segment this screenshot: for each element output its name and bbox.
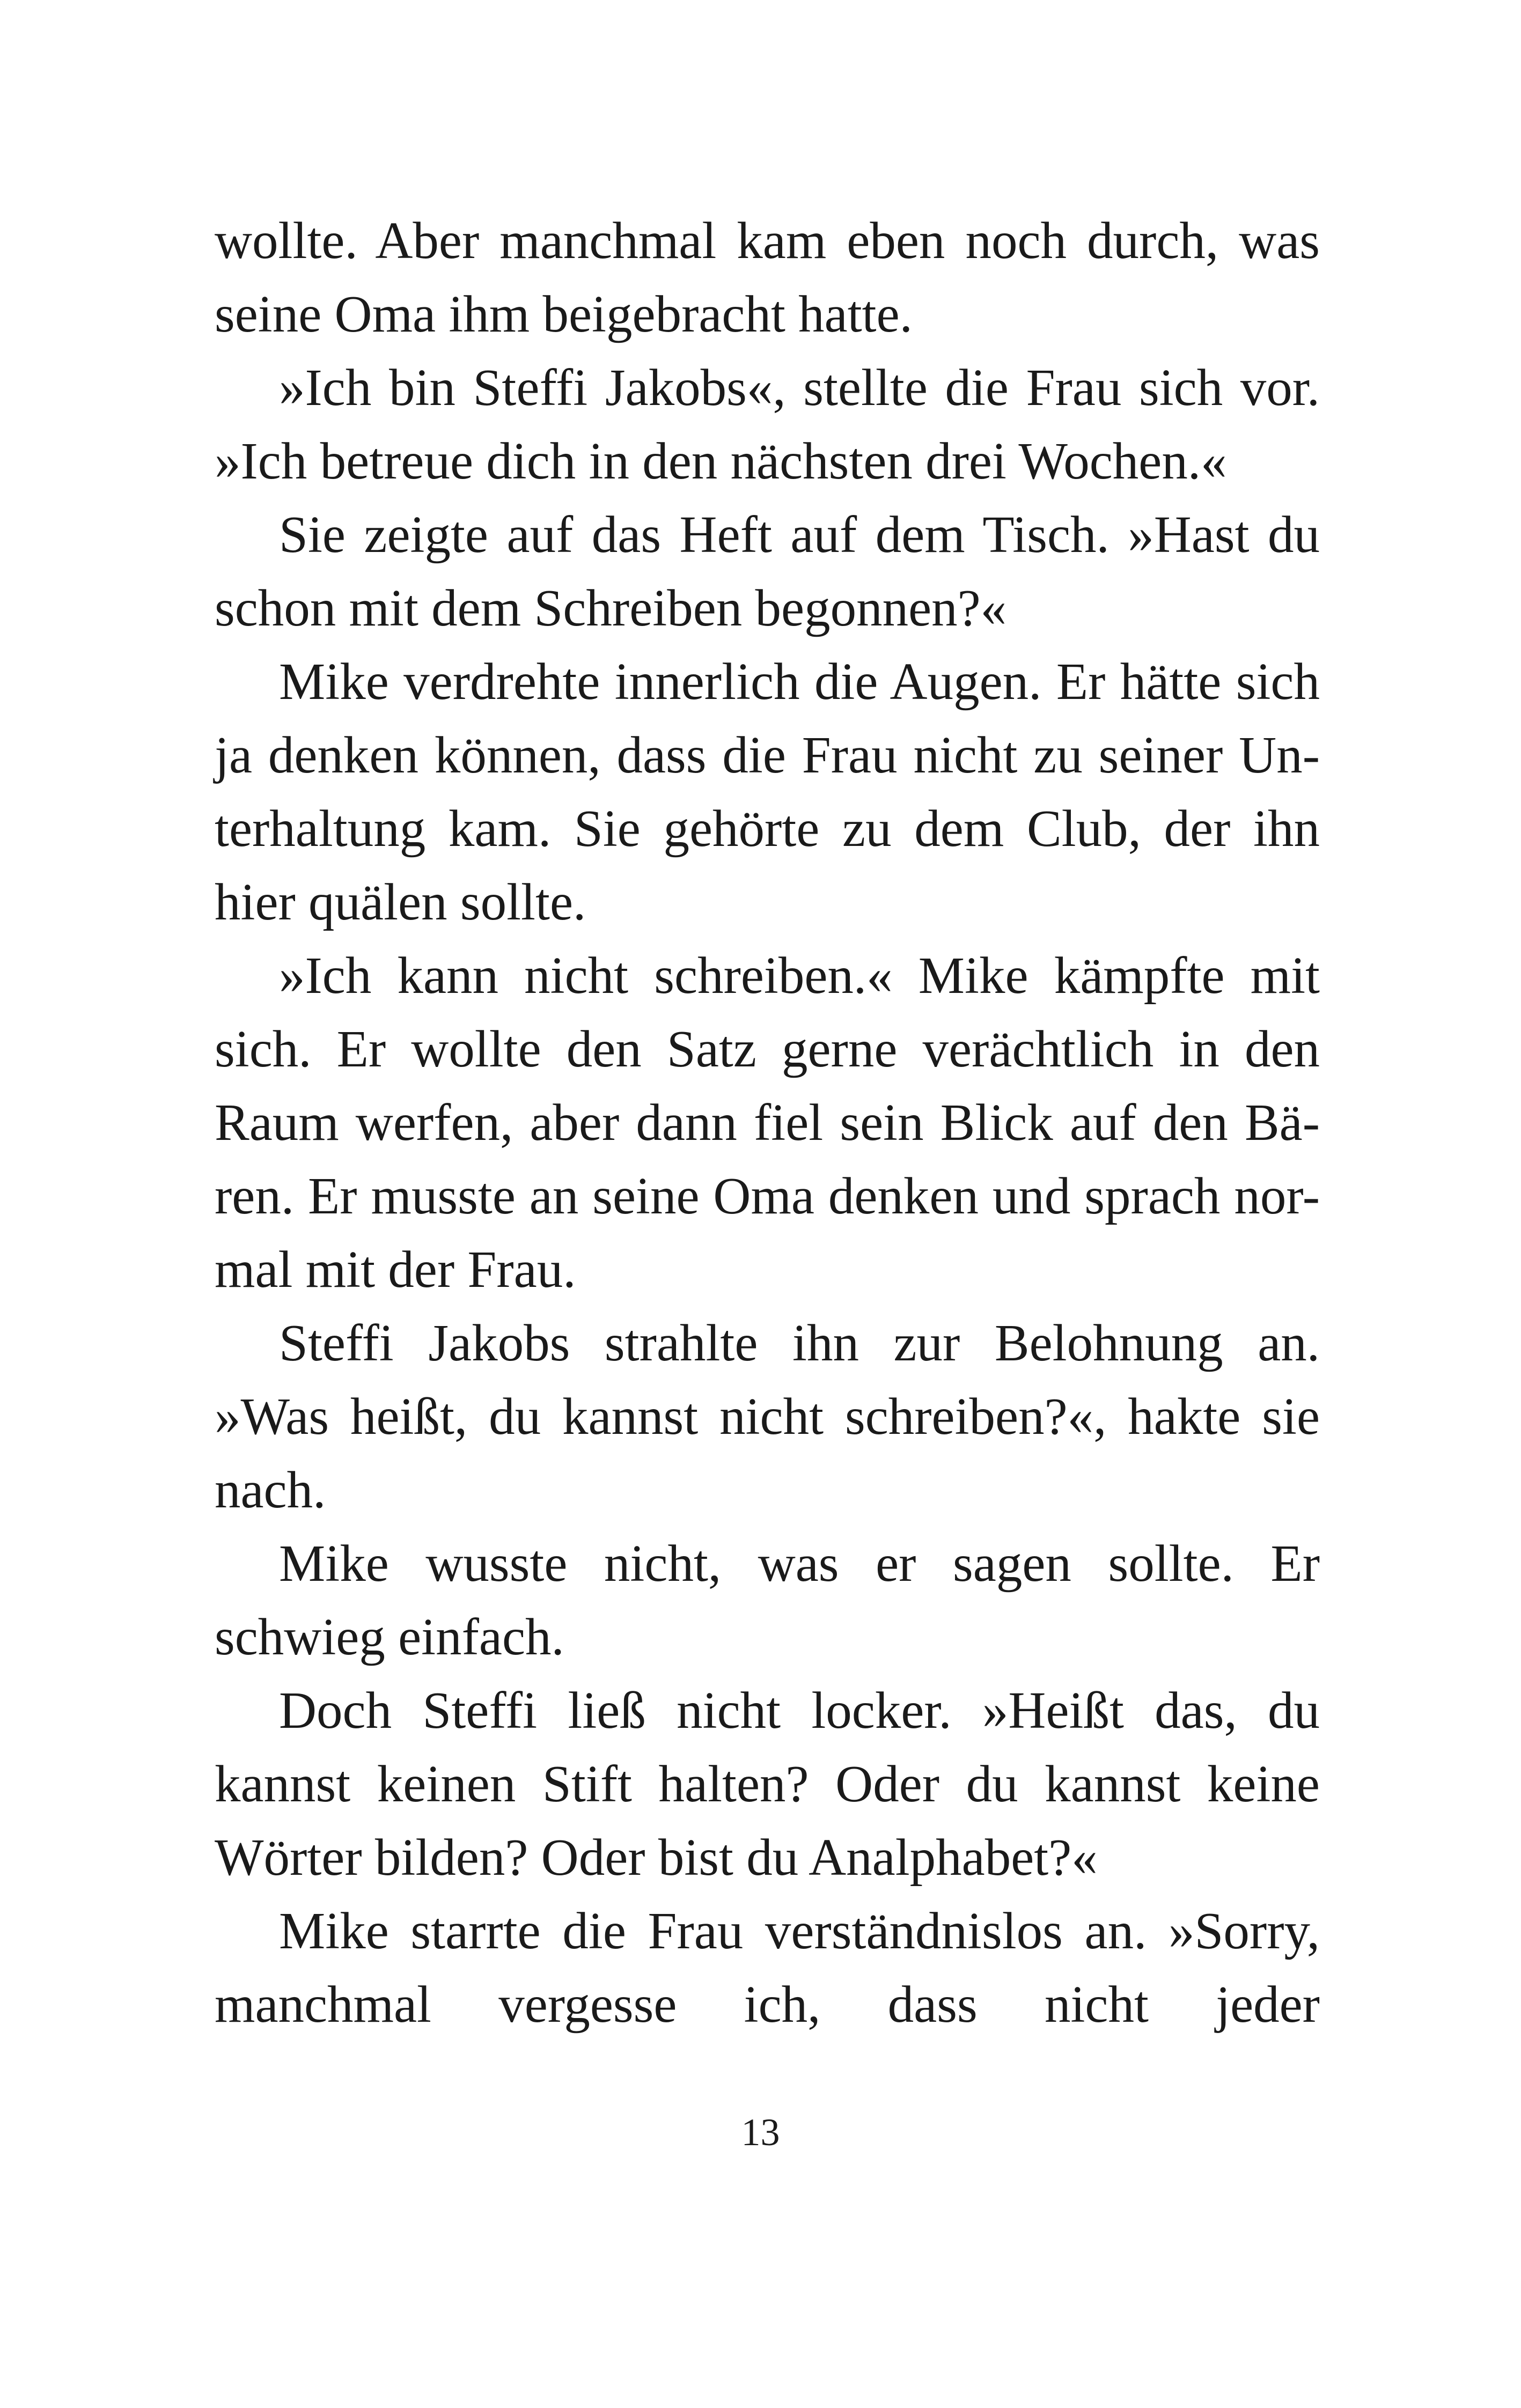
text-line: sich. Er wollte den Satz gerne verächtlich in den [215, 1020, 1320, 1078]
text-line: terhaltung kam. Sie gehörte zu dem Club, der ihn [215, 800, 1320, 857]
text-line: »Ich bin Steffi Jakobs«, stellte die Frau sich vor. [279, 359, 1320, 416]
text-line: seine Oma ihm beigebracht hatte. [215, 285, 913, 343]
text-line: ja denken können, dass die Frau nicht zu seiner Un- [215, 726, 1320, 784]
text-line: ren. Er musste an seine Oma denken und sprach nor- [215, 1167, 1320, 1225]
text-line: Sie zeigte auf das Heft auf dem Tisch. »Hast du [279, 506, 1320, 563]
page-number: 13 [741, 2111, 780, 2154]
text-line: Wörter bilden? Oder bist du Analphabet?« [215, 1829, 1098, 1886]
text-line: Doch Steffi ließ nicht locker. »Heißt das, du [279, 1682, 1320, 1739]
text-line: schwieg einfach. [215, 1608, 564, 1666]
text-line: Raum werfen, aber dann fiel sein Blick auf den Bä- [215, 1094, 1320, 1151]
text-line: »Was heißt, du kannst nicht schreiben?«, hakte sie [215, 1388, 1320, 1445]
text-line: hier quälen sollte. [215, 873, 586, 931]
text-line: Steffi Jakobs strahlte ihn zur Belohnung an. [279, 1314, 1320, 1372]
body-text [215, 204, 1320, 2041]
text-line: Mike verdrehte innerlich die Augen. Er hätte sich [279, 653, 1320, 710]
text-line: manchmal vergesse ich, dass nicht jeder [215, 1976, 1320, 2033]
text-line: Mike starrte die Frau verständnislos an. »Sorry, [279, 1902, 1320, 1960]
text-line: mal mit der Frau. [215, 1241, 576, 1298]
text-line: schon mit dem Schreiben begonnen?« [215, 579, 1007, 637]
text-line: »Ich betreue dich in den nächsten drei Wochen.« [215, 432, 1227, 490]
text-line: kannst keinen Stift halten? Oder du kannst keine [215, 1755, 1320, 1813]
text-line: Mike wusste nicht, was er sagen sollte. Er [279, 1535, 1320, 1592]
text-line: wollte. Aber manchmal kam eben noch durch, was [215, 212, 1320, 269]
text-line: nach. [215, 1461, 326, 1519]
text-line: »Ich kann nicht schreiben.« Mike kämpfte mit [279, 947, 1320, 1004]
